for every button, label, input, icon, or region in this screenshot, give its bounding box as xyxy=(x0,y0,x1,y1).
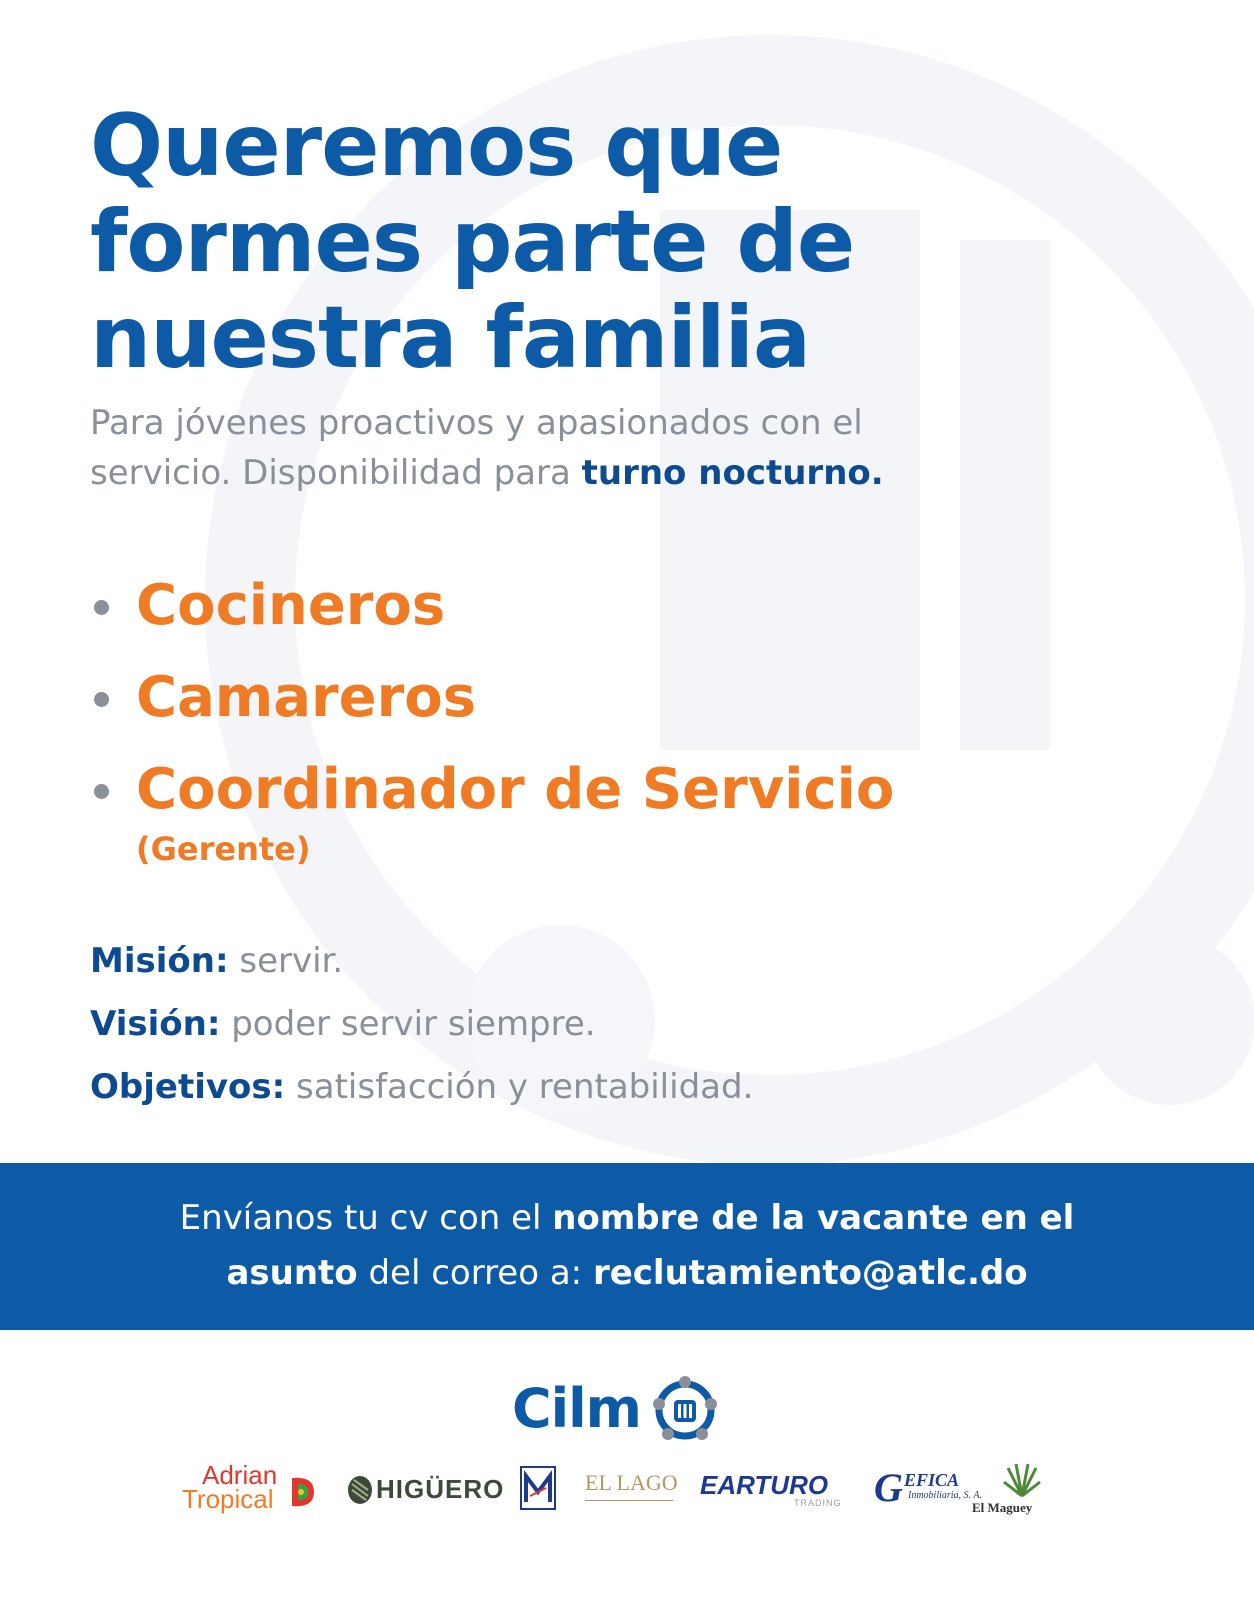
subtitle-line-1: Para jóvenes proactivos y apasionados con el xyxy=(90,403,863,443)
value-text: satisfacción y rentabilidad. xyxy=(285,1067,754,1107)
job-title: Camareros xyxy=(136,665,477,730)
bullet-dot-icon xyxy=(94,600,109,615)
bullet-dot-icon xyxy=(94,692,109,707)
arturo-text: EARTURO xyxy=(700,1470,829,1500)
email-link[interactable]: reclutamiento@atlc.do xyxy=(592,1253,1028,1293)
subtitle-night-shift: turno nocturno. xyxy=(581,453,884,493)
banner-line-1 xyxy=(0,1191,1254,1246)
subtitle-line-2 xyxy=(90,448,1090,498)
job-note: (Gerente) xyxy=(136,830,311,868)
job-title: Coordinador de Servicio xyxy=(136,757,895,822)
banner-mail-to: del correo a: xyxy=(357,1253,593,1293)
job-item-cocineros xyxy=(90,560,1090,652)
value-text: poder servir siempre. xyxy=(220,1004,596,1044)
partner-gefica xyxy=(874,1460,1064,1520)
cilm-logo xyxy=(512,1370,732,1450)
gefica-sub-text: Inmobiliaria, S. A. xyxy=(908,1490,982,1501)
job-item-camareros xyxy=(90,652,1090,744)
bullet-dot-icon xyxy=(94,784,109,799)
partner-logos xyxy=(180,1460,1060,1520)
subtitle-availability: servicio. Disponibilidad para xyxy=(90,453,582,493)
job-list xyxy=(90,560,1090,868)
value-label: Visión: xyxy=(90,1004,221,1044)
partner-m-logo xyxy=(520,1460,558,1520)
partner-higuero xyxy=(346,1460,505,1520)
partner-el-lago xyxy=(585,1460,678,1520)
company-values xyxy=(90,930,1090,1119)
banner-line-2 xyxy=(0,1246,1254,1301)
cilm-wordmark: Cilm xyxy=(512,1377,641,1440)
m-monogram-icon xyxy=(520,1466,556,1510)
headline-line-3: nuestra familia xyxy=(90,288,810,388)
gefica-text: EFICA xyxy=(904,1470,960,1490)
el-lago-underline xyxy=(585,1500,673,1501)
value-text: servir. xyxy=(228,941,344,981)
adrian-text: Adrian xyxy=(202,1460,278,1490)
value-row-objetivos xyxy=(90,1056,1090,1119)
subtitle xyxy=(90,398,1090,498)
value-row-vision xyxy=(90,993,1090,1056)
arturo-trading-text: TRADING xyxy=(794,1498,842,1508)
maguey-plant-icon xyxy=(1002,1462,1042,1498)
value-label: Misión: xyxy=(90,941,229,981)
el-maguey-text: El Maguey xyxy=(972,1500,1033,1515)
value-label: Objetivos: xyxy=(90,1067,286,1107)
job-title: Cocineros xyxy=(136,573,446,638)
headline xyxy=(90,98,1090,386)
banner-intro: Envíanos tu cv con el xyxy=(179,1198,553,1238)
higuero-leaf-icon xyxy=(346,1474,374,1506)
cta-banner xyxy=(0,1163,1254,1330)
tropical-text: Tropical xyxy=(182,1484,274,1514)
cilm-emblem-icon xyxy=(650,1374,720,1444)
headline-line-1: Queremos que xyxy=(90,96,783,196)
banner-subject: asunto xyxy=(226,1253,358,1293)
higuero-text: HIGÜERO xyxy=(376,1474,505,1504)
el-lago-text: EL LAGO xyxy=(585,1470,678,1495)
value-row-mision xyxy=(90,930,1090,993)
partner-adrian-tropical xyxy=(180,1460,320,1520)
partner-arturo-trading xyxy=(700,1460,850,1520)
gefica-initial: G xyxy=(874,1465,903,1510)
job-item-coordinador xyxy=(90,744,1090,836)
headline-line-2: formes parte de xyxy=(90,192,855,292)
adrian-tropical-mark-icon xyxy=(288,1472,318,1512)
banner-vacancy-name: nombre de la vacante en el xyxy=(552,1198,1075,1238)
